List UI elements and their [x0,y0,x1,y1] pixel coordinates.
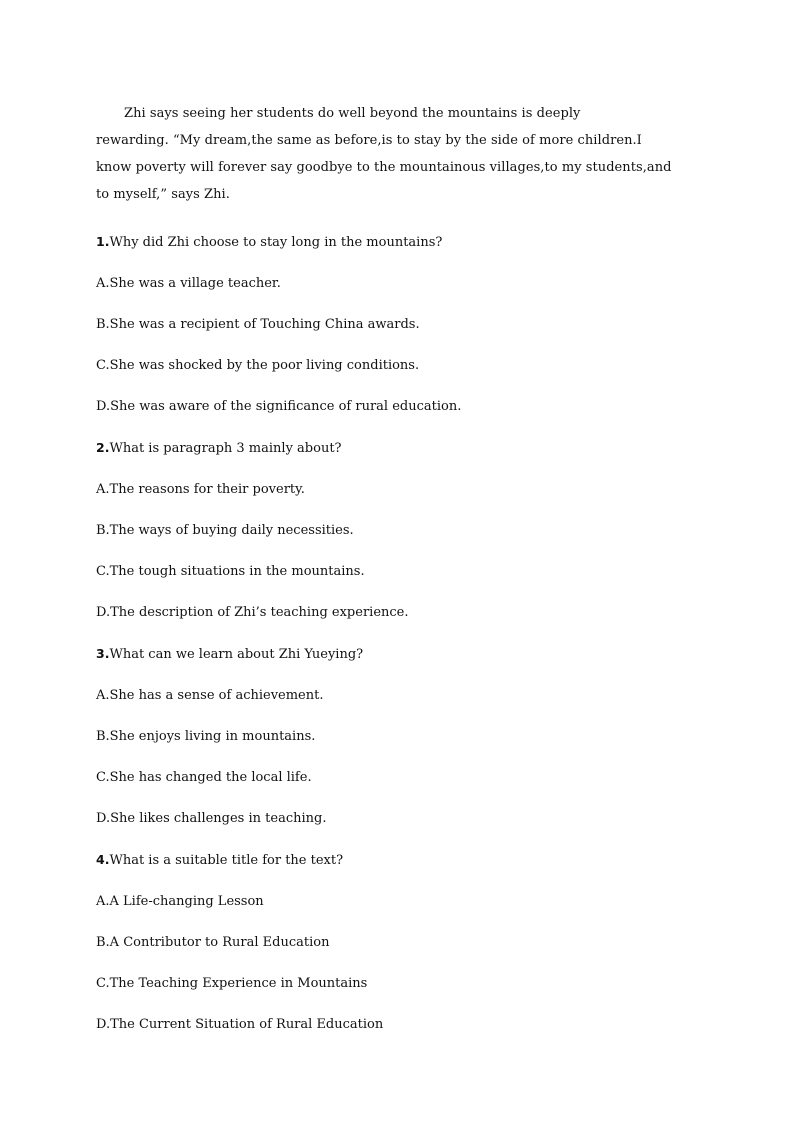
answer-option-c: C.She has changed the local life. [96,770,312,785]
answer-option-b: B.The ways of buying daily necessities. [96,523,354,538]
answer-option-b: B.A Contributor to Rural Education [96,935,330,950]
document-page [96,100,696,1045]
answer-option-a: A.A Life-changing Lesson [96,894,264,909]
question-number: 4. [96,852,110,867]
answer-option-c: C.The tough situations in the mountains. [96,564,365,579]
passage-line: Zhi says seeing her students do well beyond the mountains is deeply [124,106,581,121]
answer-option-d: D.The description of Zhi’s teaching experience. [96,605,409,620]
question-text: What can we learn about Zhi Yueying? [109,647,364,662]
question-list [96,221,696,1045]
answer-option-b: B.She enjoys living in mountains. [96,729,316,744]
question-number: 3. [96,646,110,661]
question-stem [96,633,696,675]
question-stem [96,221,696,263]
passage-line: rewarding. “My dream,the same as before,is to stay by the side of more children.I [96,133,642,148]
question-text: Why did Zhi choose to stay long in the mountains? [109,235,443,250]
answer-option-d: D.She was aware of the significance of rural education. [96,399,462,414]
question-4 [96,839,696,1045]
question-1 [96,221,696,427]
passage-paragraph [96,100,696,208]
question-number: 1. [96,234,110,249]
answer-option-d: D.She likes challenges in teaching. [96,811,327,826]
question-3 [96,633,696,839]
answer-option-b: B.She was a recipient of Touching China awards. [96,317,420,332]
answer-option-c: C.The Teaching Experience in Mountains [96,976,368,991]
answer-option-c: C.She was shocked by the poor living conditions. [96,358,420,373]
answer-option-a: A.She has a sense of achievement. [96,688,324,703]
question-number: 2. [96,440,110,455]
question-stem [96,427,696,469]
question-text: What is paragraph 3 mainly about? [109,441,342,456]
question-stem [96,839,696,881]
answer-option-d: D.The Current Situation of Rural Education [96,1017,384,1032]
question-text: What is a suitable title for the text? [109,853,344,868]
passage-line: know poverty will forever say goodbye to the mountainous villages,to my students,and [96,160,672,175]
answer-option-a: A.The reasons for their poverty. [96,482,305,497]
question-2 [96,427,696,633]
answer-option-a: A.She was a village teacher. [96,276,281,291]
passage-line: to myself,” says Zhi. [96,187,230,202]
